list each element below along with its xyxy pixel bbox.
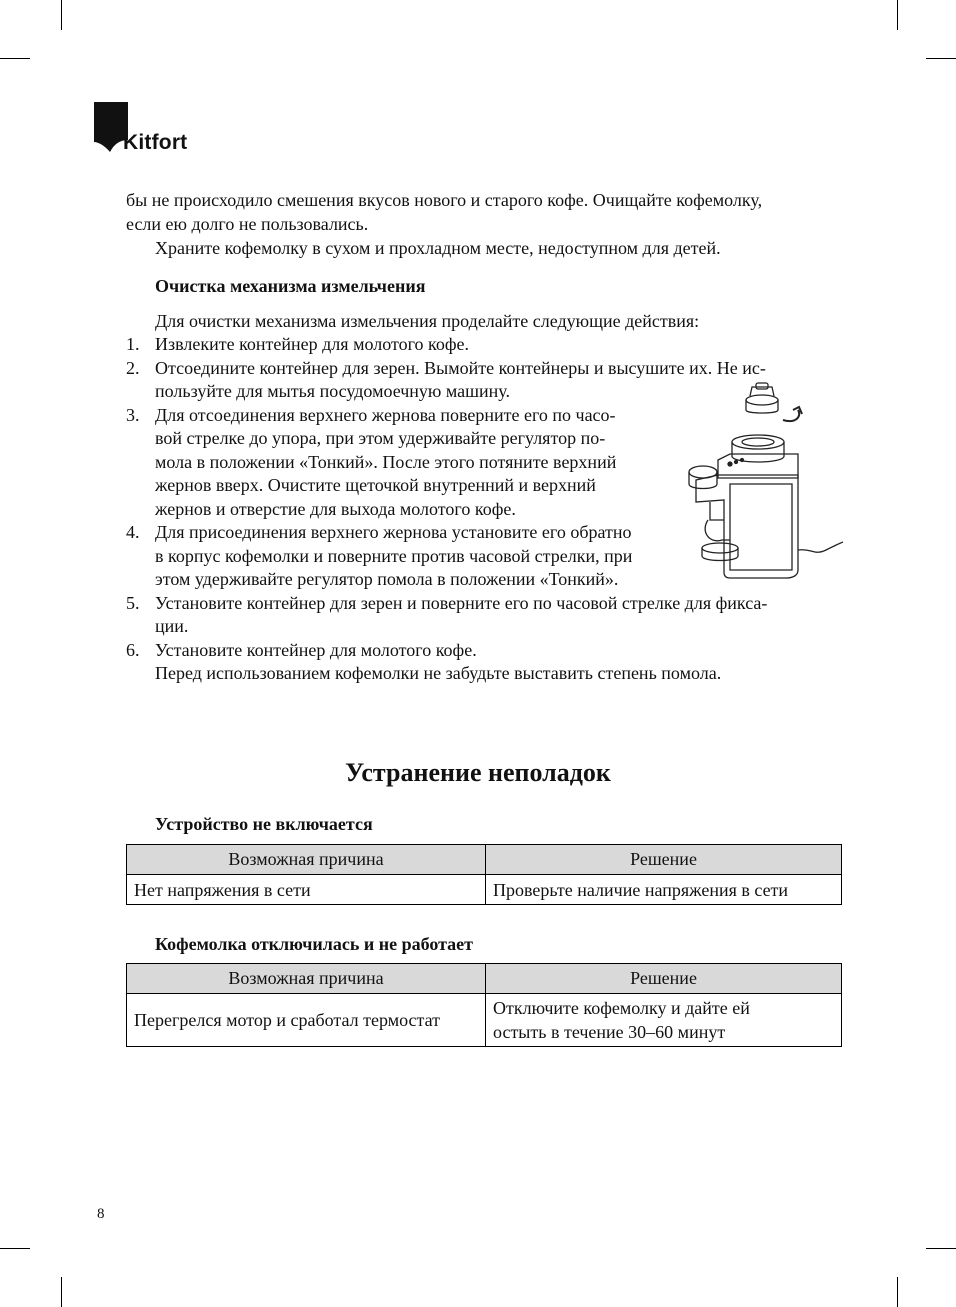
coffee-grinder-illustration (680, 380, 845, 580)
cleaning-heading: Очистка механизма измельчения (155, 276, 426, 296)
table-row (127, 875, 842, 905)
intro-line-1: бы не происходило смешения вкусов нового и старого кофе. Очищайте кофемолку, (126, 190, 763, 210)
cause-cell: Нет напряжения в сети (127, 875, 486, 905)
list-item: 5. Установите контейнер для зерен и поверните его по часовой стрелке для фикса- ции. (126, 592, 768, 636)
list-item: 1. Извлеките контейнер для молотого кофе. (126, 334, 470, 354)
crop-mark (926, 58, 956, 59)
crop-mark (897, 1277, 898, 1307)
section-heading: Устройство не включается (155, 814, 373, 834)
table-header-row (127, 845, 842, 875)
column-header-solution: Решение (486, 964, 842, 994)
crop-mark (926, 1248, 956, 1249)
page-number: 8 (97, 1206, 105, 1222)
solution-cell: Проверьте наличие напряжения в сети (486, 875, 842, 905)
list-item: 6. Установите контейнер для молотого кофе. Перед использованием кофемолки не забудьте выставить степень помола. (126, 639, 722, 683)
troubleshooting-title: Устранение неполадок (345, 758, 611, 787)
crop-mark (61, 1277, 62, 1307)
column-header-cause: Возможная причина (127, 845, 486, 875)
storage-text: Храните кофемолку в сухом и прохладном месте, недоступном для детей. (155, 238, 721, 258)
section-heading: Кофемолка отключилась и не работает (155, 934, 474, 954)
list-item: 2. Отсоедините контейнер для зерен. Вымойте контейнеры и высушите их. Не ис- пользуйте для мытья посудомоечную машину. (126, 357, 766, 401)
list-item: 3. Для отсоединения верхнего жернова поверните его по часо- вой стрелке до упора, при этом удерживайте регулятор по- мола в положении «Тонкий». После этого потяните верхний жернов вверх. Очистите щеточкой внутренний и верхний жернов и отверстие для выхода молотого кофе. (126, 404, 617, 519)
troubleshooting-table (126, 844, 842, 905)
brand-name: Kitfort (123, 131, 188, 154)
solution-cell: Отключите кофемолку и дайте ей остыть в течение 30–60 минут (486, 994, 842, 1047)
table-header-row (127, 964, 842, 994)
cleaning-intro: Для очистки механизма измельчения проделайте следующие действия: (155, 311, 700, 331)
list-item: 4. Для присоединения верхнего жернова установите его обратно в корпус кофемолки и поверните против часовой стрелки, при этом удерживайте регулятор помола в положении «Тонкий». (126, 522, 633, 589)
intro-line-2: если ею долго не пользовались. (126, 214, 369, 234)
crop-mark (0, 58, 30, 59)
cause-cell: Перегрелся мотор и сработал термостат (127, 994, 486, 1047)
troubleshooting-table (126, 963, 842, 1047)
column-header-solution: Решение (486, 845, 842, 875)
crop-mark (61, 0, 62, 30)
crop-mark (897, 0, 898, 30)
table-row (127, 994, 842, 1047)
crop-mark (0, 1248, 30, 1249)
column-header-cause: Возможная причина (127, 964, 486, 994)
